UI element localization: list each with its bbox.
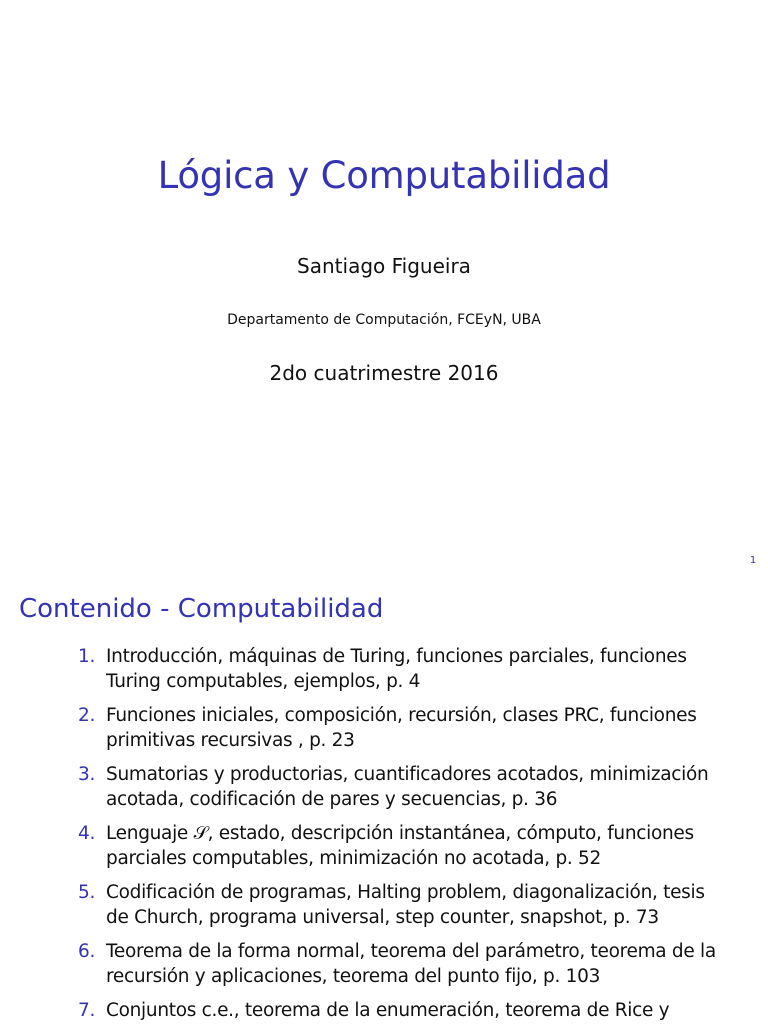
item-text: Codificación de programas, Halting problem, diagonalización, tesis de Church, programa universal, step counter, snapshot, p. 73 [106,882,705,928]
list-item [78,762,718,812]
presentation-date: 2do cuatrimestre 2016 [269,361,499,385]
item-number: 5. [78,882,96,903]
contents-list [78,644,718,1024]
author-name: Santiago Figueira [297,254,471,278]
contents-heading: Contenido - Computabilidad [19,594,384,624]
list-item [78,998,718,1023]
contents-slide [0,578,768,1024]
item-text: Teorema de la forma normal, teorema del parámetro, teorema de la recursión y aplicaciones, teorema del punto fijo, p. 103 [106,941,716,987]
item-number: 1. [78,646,96,667]
list-item [78,821,718,871]
institute-name: Departamento de Computación, FCEyN, UBA [227,312,541,328]
item-number: 7. [78,1000,96,1021]
item-text: Introducción, máquinas de Turing, funciones parciales, funciones Turing computables, ejemplos, p. 4 [106,646,687,692]
item-number: 2. [78,705,96,726]
list-item [78,703,718,753]
item-text: Funciones iniciales, composición, recursión, clases PRC, funciones primitivas recursivas , p. 23 [106,705,697,751]
list-item [78,880,718,930]
slide-page-number: 1 [749,555,757,566]
list-item [78,939,718,989]
item-number: 6. [78,941,96,962]
list-item [78,644,718,694]
item-text: Lenguaje 𝒮, estado, descripción instantánea, cómputo, funciones parciales computables, minimización no acotada, p. 52 [106,823,694,869]
item-number: 3. [78,764,96,785]
presentation-title: Lógica y Computabilidad [157,154,611,197]
item-number: 4. [78,823,96,844]
item-text: Sumatorias y productorias, cuantificadores acotados, minimización acotada, codificación de pares y secuencias, p. 36 [106,764,709,810]
item-text: Conjuntos c.e., teorema de la enumeración, teorema de Rice y [106,1000,670,1021]
